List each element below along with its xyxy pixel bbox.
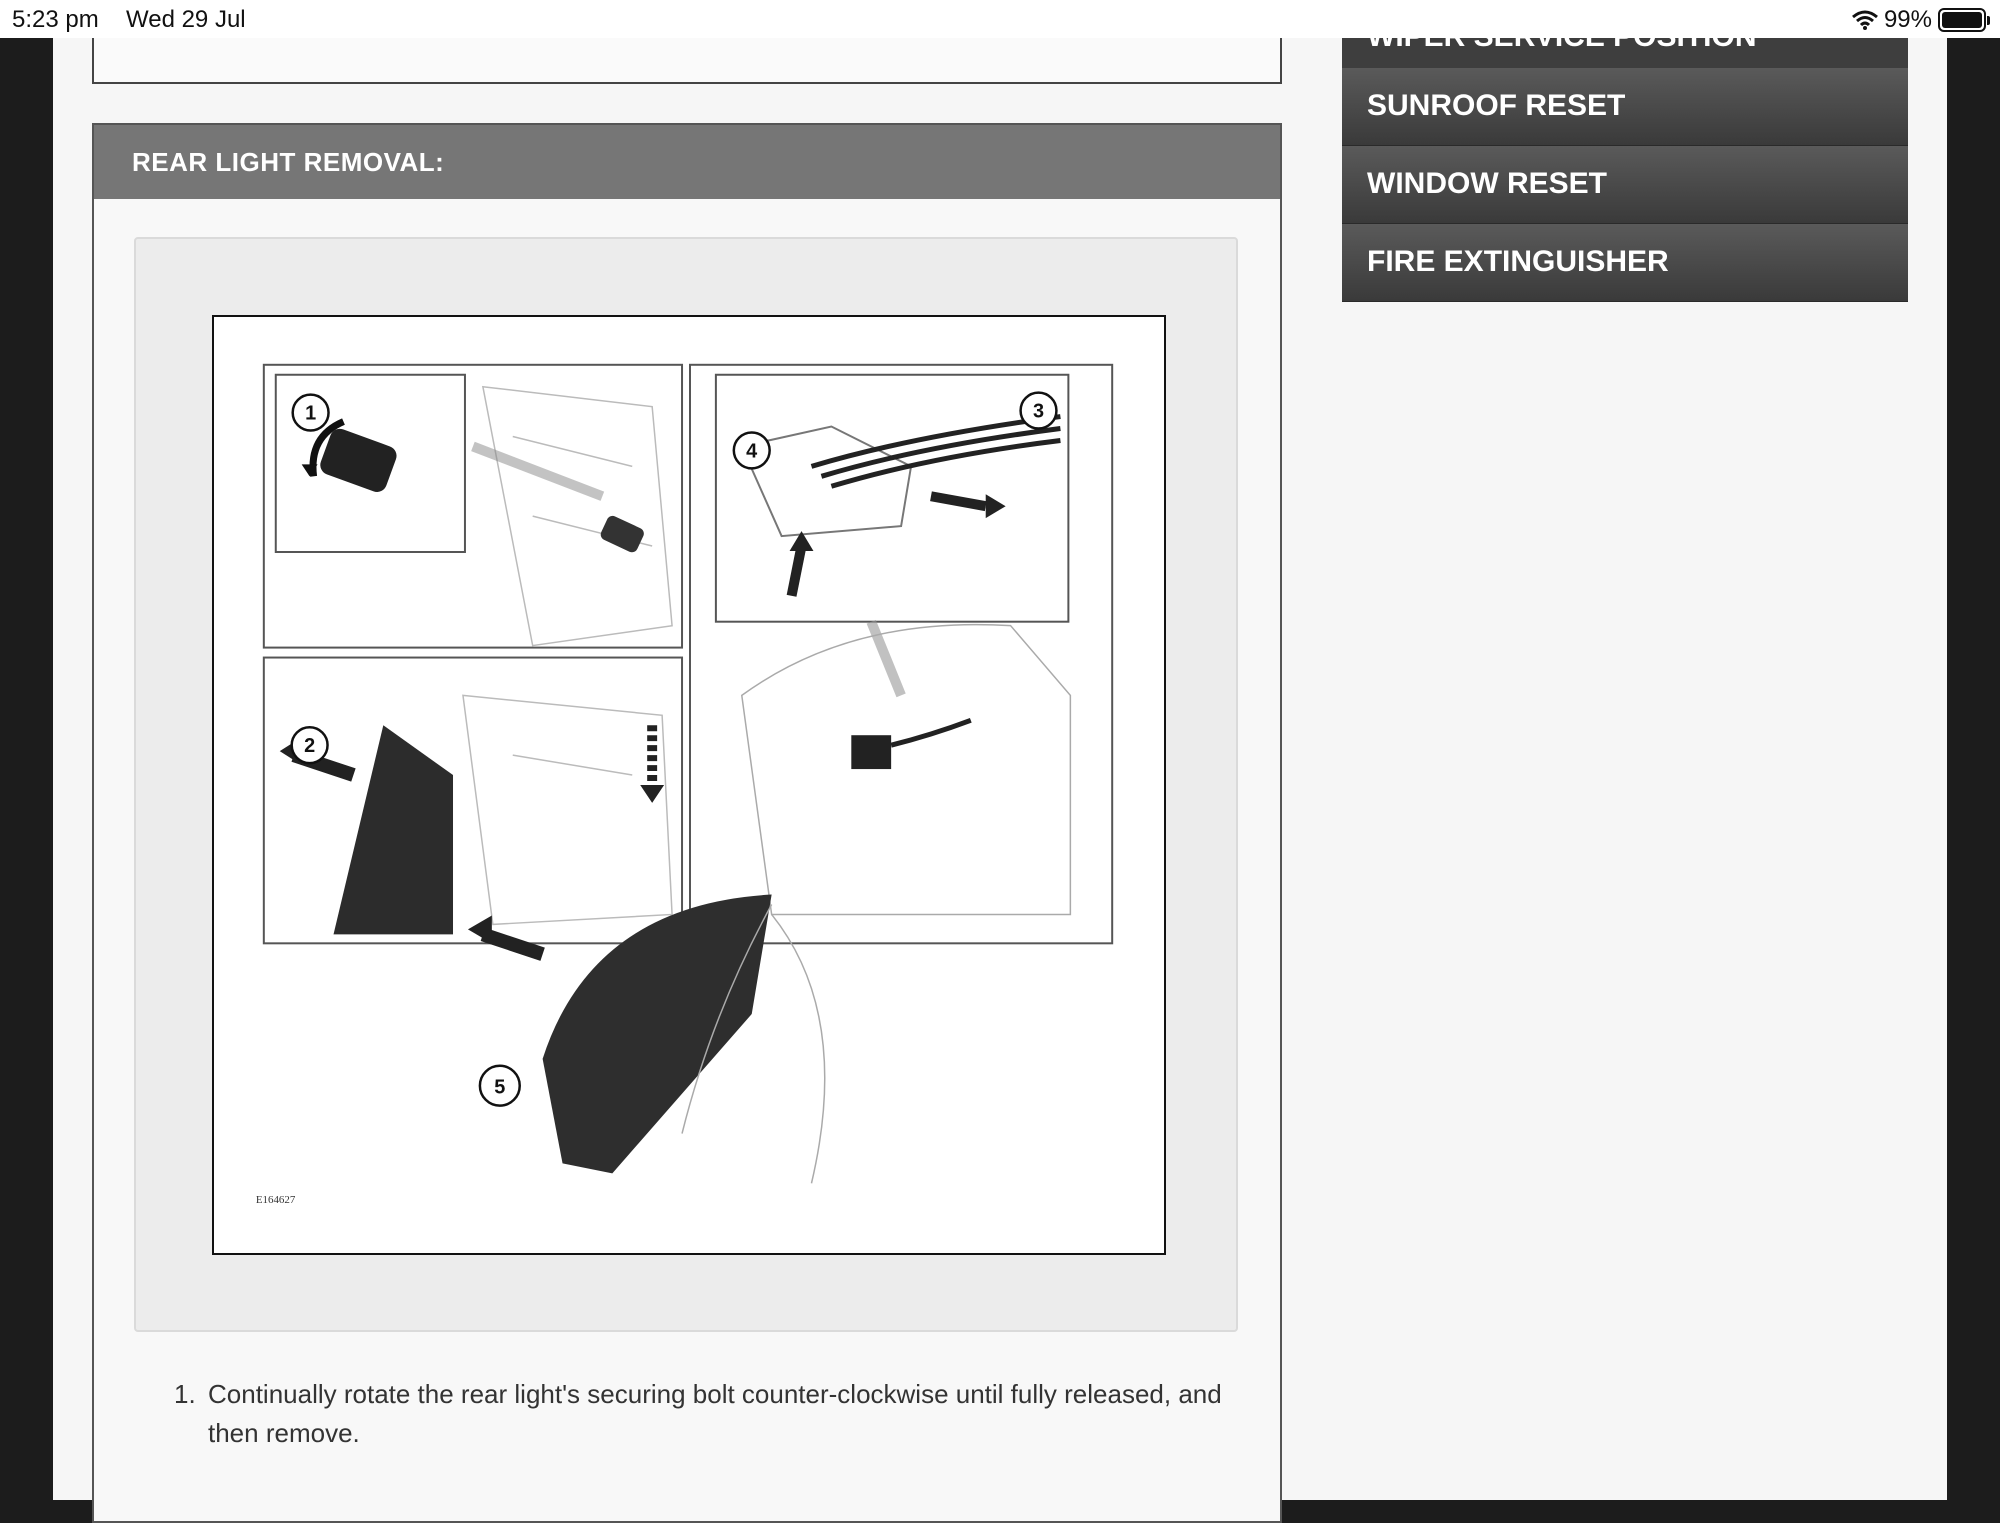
- list-item: [174, 1375, 1234, 1453]
- page: [53, 20, 1947, 1500]
- menu-item-window-reset[interactable]: WINDOW RESET: [1342, 146, 1908, 224]
- status-right: [1852, 6, 1986, 34]
- menu-item-fire-extinguisher[interactable]: FIRE EXTINGUISHER: [1342, 224, 1908, 302]
- menu-item-sunroof-reset[interactable]: SUNROOF RESET: [1342, 68, 1908, 146]
- svg-text:4: 4: [746, 440, 758, 463]
- bolt-shape: [599, 514, 646, 554]
- steps-list: [174, 1375, 1234, 1493]
- rear-light-removal-section: [92, 123, 1282, 1523]
- rear-light-unit-shape: [543, 895, 772, 1174]
- diagram-inset-3: [716, 375, 1068, 622]
- battery-percent: 99%: [1883, 6, 1932, 33]
- svg-text:2: 2: [304, 735, 316, 758]
- rear-light-diagram: [212, 315, 1166, 1255]
- figure-code: E164627: [255, 1194, 296, 1207]
- callout-1: [293, 395, 329, 431]
- svg-text:1: 1: [305, 402, 317, 425]
- svg-text:3: 3: [1032, 400, 1045, 423]
- trim-panel-shape: [334, 725, 453, 934]
- callout-3: [1021, 393, 1057, 429]
- step-number: 1.: [174, 1379, 196, 1409]
- section-title: REAR LIGHT REMOVAL:: [94, 125, 1280, 199]
- status-date: Wed 29 Jul: [126, 6, 246, 33]
- menu-item-partial[interactable]: WIPER SERVICE POSITION: [1342, 38, 1908, 68]
- status-time: 5:23 pm: [12, 6, 99, 33]
- wifi-icon: [1852, 10, 1878, 30]
- svg-text:5: 5: [494, 1076, 506, 1099]
- diagram-panel-2: [264, 658, 682, 944]
- figure-panel: [134, 237, 1238, 1332]
- step-text: Continually rotate the rear light's securing bolt counter-clockwise until fully released, and then remove.: [208, 1379, 1222, 1448]
- side-menu: [1342, 20, 1908, 302]
- diagram-svg: [214, 317, 1164, 1253]
- callout-4: [734, 433, 770, 469]
- battery-icon: [1938, 8, 1986, 32]
- battery-fill: [1942, 12, 1982, 28]
- connector-shape: [851, 735, 891, 769]
- previous-section-box: [92, 38, 1282, 84]
- callout-5: [480, 1066, 520, 1106]
- callout-2: [292, 727, 328, 763]
